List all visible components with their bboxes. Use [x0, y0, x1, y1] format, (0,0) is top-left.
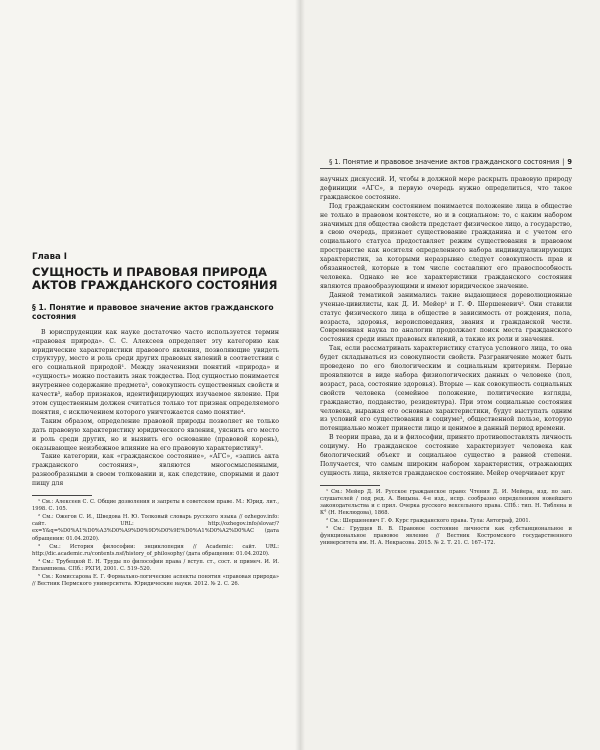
left-page-body	[32, 253, 279, 588]
body-paragraph: научных дискуссий. И, чтобы в должной мере раскрыть правовую природу дефиниции «АГС», в первую очередь нужно определиться, что такое гражданское состояние.	[320, 176, 572, 201]
page-number: 9	[567, 158, 572, 166]
chapter-title: СУЩНОСТЬ И ПРАВОВАЯ ПРИРОДА АКТОВ ГРАЖДАНСКОГО СОСТОЯНИЯ	[32, 264, 278, 293]
book-gutter	[295, 0, 305, 750]
body-paragraph: Так, если рассматривать характеристику статуса условного лица, то она будет складываться из совокупности свойств. Разграничение может быть проведено по его биологическим и социальным критериям. Первые проявляются в виде набора физиологических данных о человеке (пол, возраст, раса, состояние здоровья). Вторые — как совокупность социальных свойств человека (семейное положение, политические взгляды, гражданство, подданство, резидентура). При этом социальные состояния человека, выражая его основные характеристики, будут выступать одним из условий его существования в социуме³, общественной пользе, которую потенциально может принести лицо и ценимое в данный период времени.	[320, 345, 572, 433]
section-title: § 1. Понятие и правовое значение актов гражданского состояния	[32, 302, 274, 322]
footnote: ² См.: Шершеневич Г. Ф. Курс гражданского права. Тула: Автограф, 2001.	[326, 518, 531, 525]
chapter-label: Глава I	[32, 252, 67, 262]
footnote: ¹ См.: Мейер Д. И. Русское гражданское право: Чтения Д. И. Мейера, изд. по зап. слушателей / под ред. А. Вицына. 4-е изд., испр. сообразно определениям новейшего законодательства и с прил. Очерка русского вексельного права. СПб.: тип. Н. Тиблена и К° (Н. Неклюдова), 1868.	[320, 488, 572, 517]
footnote: ⁴ См.: Трубецкой Е. Н. Труды по философии права / вступ. ст., сост. и примеч. И. И. Евлампиева. СПб.: РХГИ, 2001. С. 519–520.	[32, 558, 279, 572]
footnote: ³ См.: Грудцев В. В. Правовое состояние личности как субстанциональное и функциональное правовое явление // Вестник Костромского государственного университета им. Н. А. Некрасова. 2015. № 2. Т. 21. С. 167–172.	[320, 526, 572, 547]
footnote: ⁵ См.: Комиссарова Е. Г. Формально-логические аспекты понятия «правовая природа» // Вестник Пермского университета. Юридические науки. 2012. № 2. С. 26.	[32, 573, 279, 588]
footnote: ¹ См.: Алексеев С. С. Общие дозволения и запреты в советском праве. М.: Юрид. лит., 1998. С. 105.	[32, 499, 279, 513]
body-paragraph: В юриспруденции как науке достаточно часто используется термин «правовая природа». С. С. Алексеев определяет эту категорию как юридические характеристики правового явления, позволяющие увидеть структуру, место и роль среди других правовых явлений в соответствии с его социальной природой¹. Между значениями понятий «природа» и «сущность» можно поставить знак тождества. Под сущностью понимается внутреннее содержание предмета², совокупность существенных свойств и качеств³, набор признаков, идентифицирующих изучаемое явление. При этом существенным должен считаться только тот признак определяемого понятия, с исключением которого уничтожается само понятие⁴.	[32, 328, 279, 416]
left-footnotes	[32, 499, 279, 588]
body-paragraph: Под гражданским состоянием понимается положение лица в обществе не только в правовом контексте, но и в социальном: то, с каким набором значимых для общества свойств предстает физическое лицо, а государство, в свою очередь, признает существование гражданина и с учетом его социального статуса предоставляет режим существования в правовом пространстве как носителя определенного набора индивидуализирующих характеристик, за которыми неразрывно следует совокупность прав и обязанностей, которые в том числе составляют его правоспособность человека. Однако не все характеристики гражданского состояния являются правообразующими и имеют юридическое значение.	[320, 202, 572, 290]
footnote-divider	[320, 485, 380, 486]
body-paragraph: Такие категории, как «гражданское состояние», «АГС», «запись акта гражданского состояния», являются многосмысленными, разнообразными в своем толковании и, как следствие, спорными и дают пищу для	[32, 453, 279, 488]
footnote: ³ См.: История философии: энциклопедия // Academic: сайт. URL: http://dic.academic.ru/contents.nsf/history_of_philosophy/ (дата обращения: 01.04.2020).	[32, 543, 279, 557]
body-paragraph: Таким образом, определение правовой природы позволяет не только дать правовую характеристику юридического явления, уяснить его место и роль среди других, но и выявить его основание (правовой корень), оказывающее неизбежное влияние на его правовую характеристику⁵.	[32, 417, 279, 452]
body-paragraph: В теории права, да и в философии, принято противопоставлять личность социуму. Но гражданское состояние характеризует человека как биологический объект и социальное существо в равной степени. Получается, что самым широким набором характеристик, отражающих сущность лица, является гражданское состояние. Мейер очерчивает круг	[320, 434, 572, 477]
footnote: ² См.: Ожегов С. И., Шведова Н. Ю. Толковый словарь русского языка // ozhegov.info: сайт. URL: http://ozhegov.info/slovar/?ex=Y&q=%D0%A1%D0%A3%D0%A9%D0%9D%D0%9E%D0%A1%D0%A2%D0%AC (дата обращения: 01.04.2020).	[32, 514, 279, 542]
footnote-divider	[32, 495, 92, 496]
running-head-separator: |	[562, 158, 565, 166]
right-footnotes	[320, 489, 572, 548]
running-head	[320, 158, 572, 169]
running-head-section: § 1. Понятие и правовое значение актов гражданского состояния	[329, 158, 560, 166]
body-paragraph: Данной тематикой занимались такие выдающиеся дореволюционные ученые-цивилисты, как Д. И. Мейер¹ и Г. Ф. Шершеневич². Они ставили статус физического лица в обществе в зависимость от рождения, пола, возраста, здоровья, вероисповедания, звания и гражданской чести. Современная наука по аналогии продолжает поиск места гражданского состояния среди иных правовых явлений, а также их роли и значения.	[320, 291, 572, 344]
right-page-body	[320, 176, 572, 548]
